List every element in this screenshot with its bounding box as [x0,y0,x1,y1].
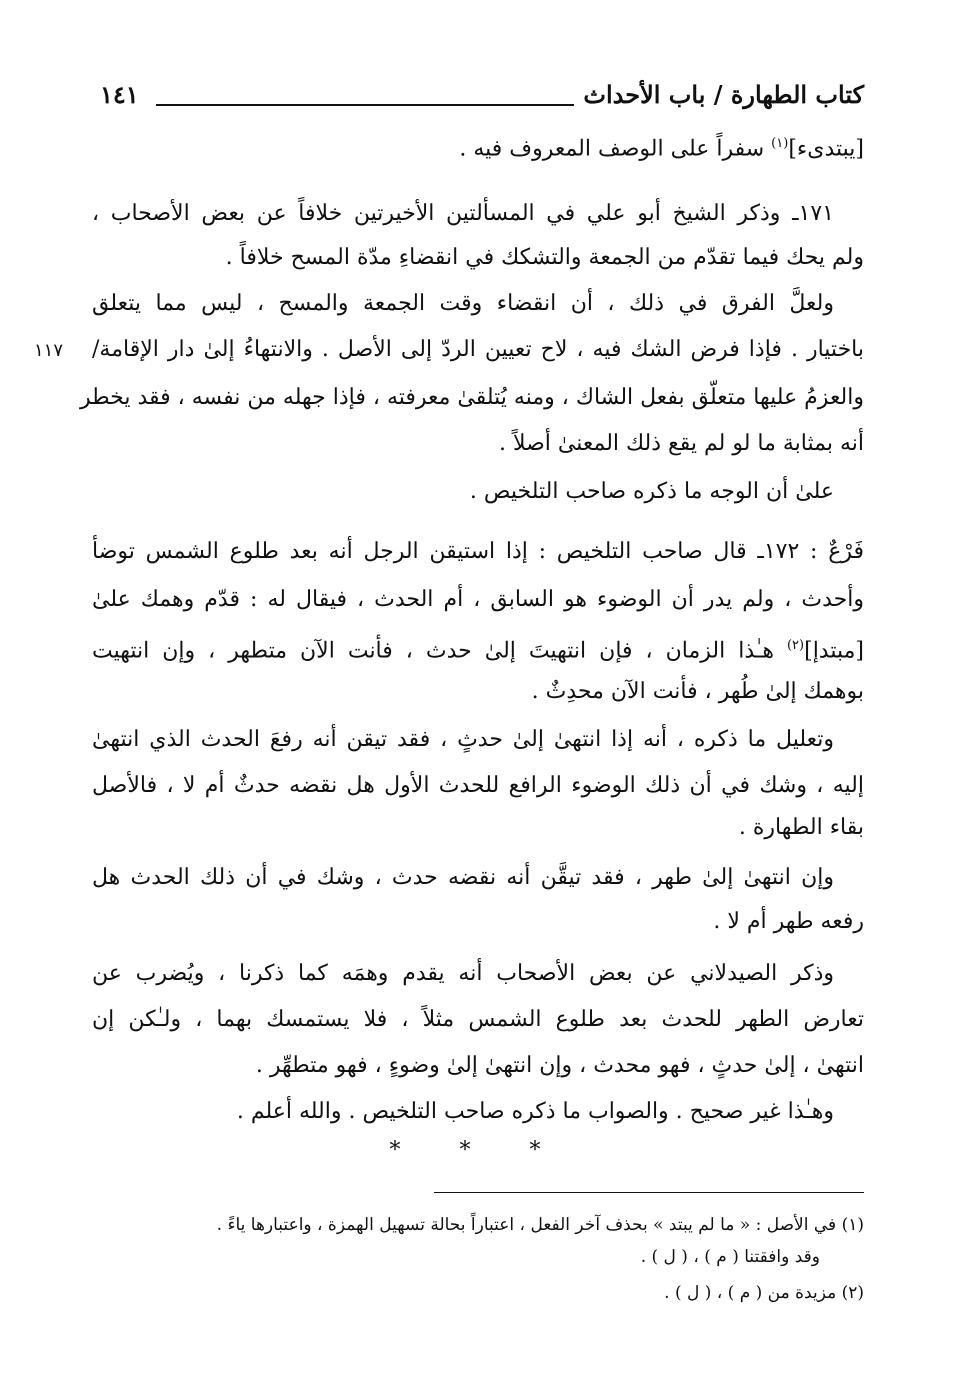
page-number: ١٤١ [100,80,139,109]
text-line: بوهمك إلىٰ طُهر ، فأنت الآن محدِثٌ . [531,679,864,704]
footnote-rule [434,1192,864,1193]
text-line: فَرْعٌ : ١٧٢ـ قال صاحب التلخيص : إذا استيقن الرجل أنه بعد طلوع الشمس توضأ [92,539,864,564]
text-line: أنه بمثابة ما لو لم يقع ذلك المعنىٰ أصلاً . [498,431,864,456]
text-line: تعارض الطهر للحدث بعد طلوع الشمس مثلاً ، فلا يستمسك بهما ، ولـٰكن إن [92,1007,864,1032]
text-line: رفعه طهر أم لا . [713,909,864,934]
text-line: ولم يحك فيما تقدّم من الجمعة والتشكك في انقضاءِ مدّة المسح خلافاً . [225,245,864,270]
footnote: (١) في الأصل : « ما لم يبتد » بحذف آخر الفعل ، اعتباراً بحالة تسهيل الهمزة ، واعتبارها ياءً . [216,1215,864,1235]
text-line: بقاء الطهارة . [738,815,864,840]
text-line: والعزمُ عليها متعلّق بفعل الشاك ، ومنه يُتلقىٰ معرفته ، فإذا جهله من نفسه ، فقد يخطر [79,385,864,410]
text-line: [مبتدإ]$^{(٢)}$ هـٰذا الزمان ، فإن انتهيتَ إلىٰ حدث ، فأنت الآن متطهر ، وإن انتهيت [92,638,864,664]
section-separator: * * * [389,1138,567,1163]
text-line: علىٰ أن الوجه ما ذكره صاحب التلخيص . [469,479,834,504]
footnote: (٢) مزيدة من ( م ) ، ( ل ) . [664,1283,864,1303]
text-line: انتهىٰ ، إلىٰ حدثٍ ، فهو محدث ، وإن انتهىٰ إلىٰ وضوءٍ ، فهو متطهِّر . [255,1053,864,1078]
text-line: إليه ، وشك في أن ذلك الوضوء الرافع للحدث الأول هل نقضه حدثٌ أم لا ، فالأصل [92,773,864,798]
page-header [100,74,864,114]
text-line: وتعليل ما ذكره ، أنه إذا انتهىٰ إلىٰ حدثٍ ، فقد تيقن أنه رفعَ الحدث الذي انتهىٰ [92,727,834,752]
text-line: [يبتدىء]$^{(١)}$ سفراً على الوصف المعروف فيه . [459,136,864,162]
text-line: ١٧١ـ وذكر الشيخ أبو علي في المسألتين الأخيرتين خلافاً عن بعض الأصحاب ، [92,201,834,226]
text-line: باختيار . فإذا فرض الشك فيه ، لاح تعيين الردّ إلى الأصل . والانتهاءُ إلىٰ دار الإقامة/ [92,337,864,362]
footnote-continuation: وقد وافقتنا ( م ) ، ( ل ) . [640,1247,820,1267]
text-line: وهـٰذا غير صحيح . والصواب ما ذكره صاحب التلخيص . والله أعلم . [236,1099,834,1124]
text-line: ولعلَّ الفرق في ذلك ، أن انقضاء وقت الجمعة والمسح ، ليس مما يتعلق [92,291,834,316]
text-line: وذكر الصيدلاني عن بعض الأصحاب أنه يقدم وهمَه كما ذكرنا ، ويُضرب عن [92,961,834,986]
header-rule [156,104,574,106]
margin-page-reference: ١١٧ [34,340,64,361]
running-title: كتاب الطهارة / باب الأحداث [583,80,864,109]
text-line: وإن انتهىٰ إلىٰ طهر ، فقد تيقَّن أنه نقضه حدث ، وشك في أن ذلك الحدث هل [92,865,834,890]
text-line: وأحدث ، ولم يدر أن الوضوء هو السابق ، أم الحدث ، فيقال له : قدّم وهمك علىٰ [92,587,864,612]
